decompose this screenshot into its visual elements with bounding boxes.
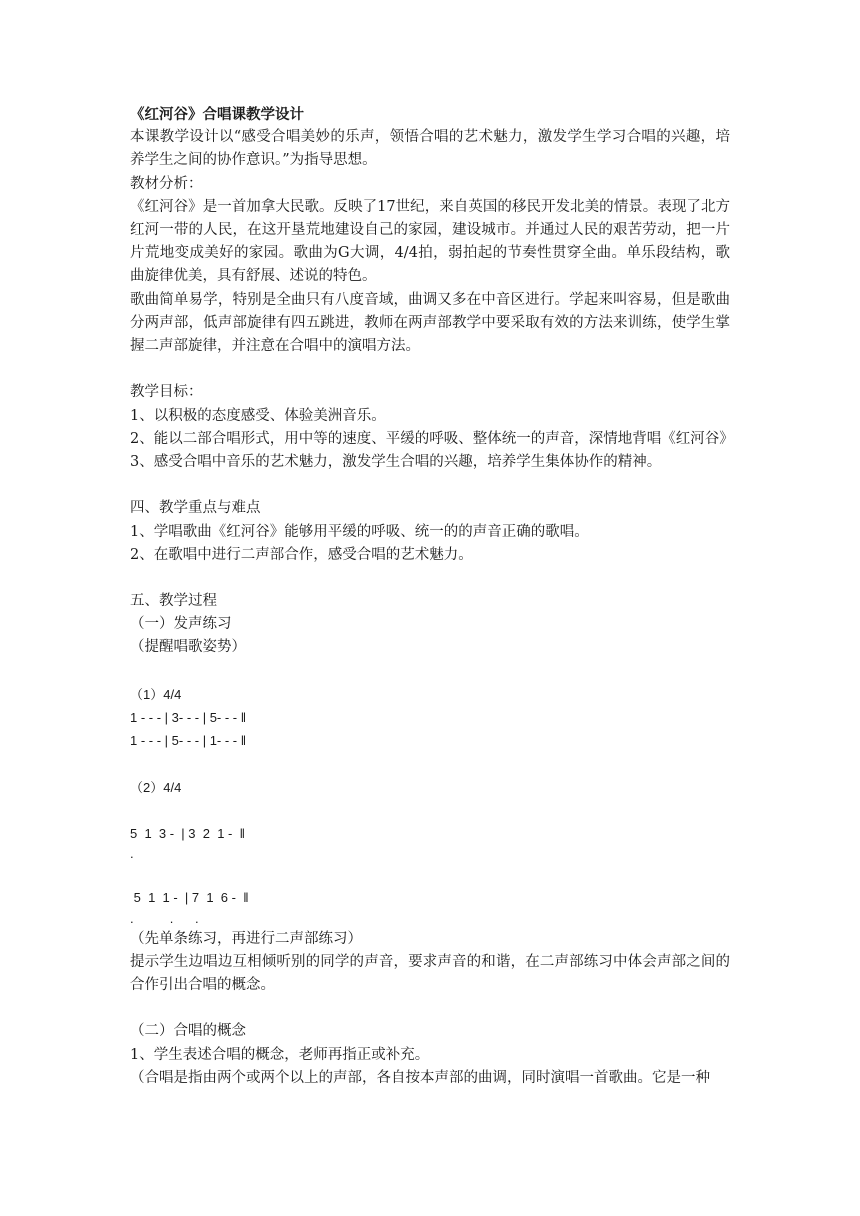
spacer <box>130 660 730 683</box>
spacer <box>130 863 730 886</box>
spacer <box>130 474 730 497</box>
goal-item: 3、感受合唱中音乐的艺术魅力，激发学生合唱的兴趣，培养学生集体协作的精神。 <box>130 453 662 470</box>
analysis-paragraph-1: 《红河谷》是一首加拿大民歌。反映了17世纪，来自英国的移民开发北美的情景。表现了北方红河一带的人民，在这开垦荒地建设自己的家园，建设城市。并通过人民的艰苦劳动，把一片片荒地变成美好的家园。歌曲为G大调，4/4拍，弱拍起的节奏性贯穿全曲。单乐段结构，歌曲旋律优美，具有舒展、述说的特色。 <box>130 198 730 285</box>
spacer <box>130 358 730 381</box>
choir-definition: （合唱是指由两个或两个以上的声部，各自按本声部的曲调，同时演唱一首歌曲。它是一种 <box>130 1069 710 1086</box>
goal-item: 2、能以二部合唱形式，用中等的速度、平缓的呼吸、整体统一的声音，深情地背唱《红河谷》 <box>130 430 734 447</box>
spacer <box>130 752 730 775</box>
document-body <box>130 103 734 1090</box>
goal-item: 1、以积极的态度感受、体验美洲音乐。 <box>130 407 386 424</box>
spacer <box>130 567 730 590</box>
exercise-note: （先单条练习，再进行二声部练习） <box>130 930 362 947</box>
spacer <box>130 997 730 1020</box>
spacer <box>130 799 730 822</box>
notation-line: 1 - - - | 3- - - | 5- - - ‖ <box>130 710 247 726</box>
process-heading: 五、教学过程 <box>130 593 217 610</box>
key-point-item: 2、在歌唱中进行二声部合作，感受合唱的艺术魅力。 <box>130 546 473 563</box>
goals-heading: 教学目标： <box>130 384 203 401</box>
analysis-paragraph-2: 歌曲简单易学，特别是全曲只有八度音域，曲调又多在中音区进行。学起来叫容易，但是歌曲分两声部，低声部旋律有四五跳进，教师在两声部教学中要采取有效的方法来训练，使学生掌握二声部旋律，并注意在合唱中的演唱方法。 <box>130 291 730 354</box>
notation-line: 1 - - - | 5- - - | 1- - - ‖ <box>130 733 247 749</box>
key-point-item: 1、学唱歌曲《红河谷》能够用平缓的呼吸、统一的的声音正确的歌唱。 <box>130 523 589 540</box>
intro-paragraph: 本课教学设计以“感受合唱美妙的乐声，领悟合唱的艺术魅力，激发学生学习合唱的兴趣，培养学生之间的协作意识。”为指导思想。 <box>130 129 730 169</box>
exercise-label: （1）4/4 <box>130 686 182 702</box>
key-points-heading: 四、教学重点与难点 <box>130 500 261 517</box>
step-heading: （二）合唱的概念 <box>130 1023 246 1040</box>
step-item: 1、学生表述合唱的概念，老师再指正或补充。 <box>130 1046 430 1063</box>
notation-dots: . <box>130 846 134 862</box>
document-title: 《红河谷》合唱课教学设计 <box>130 106 304 123</box>
exercise-tip: 提示学生边唱边互相倾听别的同学的声音，要求声音的和谐，在二声部练习中体会声部之间的合作引出合唱的概念。 <box>130 953 730 993</box>
notation-line: 5 1 1 - | 7 1 6 - ‖ <box>130 890 249 906</box>
analysis-heading: 教材分析： <box>130 175 203 192</box>
step-heading: （一）发声练习 <box>130 616 232 633</box>
step-note: （提醒唱歌姿势） <box>130 639 246 656</box>
notation-line: 5 1 3 - | 3 2 1 - ‖ <box>130 825 245 841</box>
notation-dots: . . . <box>130 910 199 926</box>
exercise-label: （2）4/4 <box>130 779 182 795</box>
